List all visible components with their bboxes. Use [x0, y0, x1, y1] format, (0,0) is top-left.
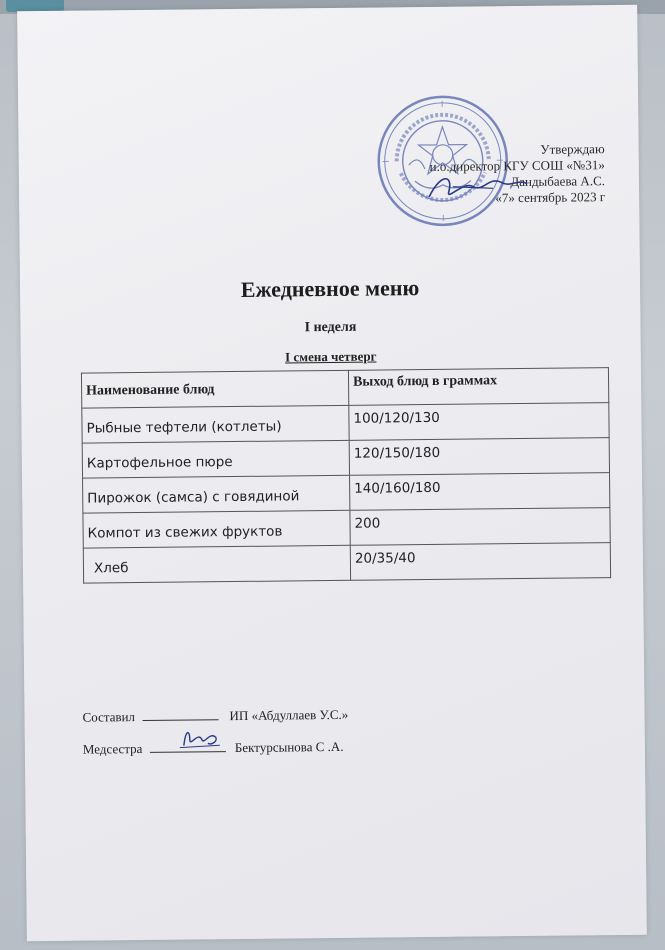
page-title: Ежедневное меню — [240, 275, 420, 302]
director-signature-icon — [423, 166, 533, 207]
table-row — [83, 543, 610, 584]
table-row — [83, 473, 610, 514]
table-row — [83, 508, 610, 549]
dish-cell: Компот из свежих фруктов — [83, 510, 350, 548]
output-cell: 200 — [350, 508, 610, 546]
dish-cell: Рыбные тефтели (котлеты) — [82, 405, 349, 443]
nurse-label: Медсестра — [82, 741, 143, 757]
dish-cell: Хлеб — [83, 545, 350, 583]
output-cell: 100/120/130 — [349, 403, 609, 441]
table-row — [82, 403, 609, 444]
composed-label: Составил — [82, 709, 136, 725]
table-header-row — [81, 368, 608, 409]
composed-by-line — [82, 706, 348, 726]
nurse-signature-icon — [153, 725, 223, 752]
week-label: I неделя — [304, 319, 357, 336]
shift-label: I смена четверг — [285, 348, 377, 365]
nurse-name: Бектурсынова С .А. — [234, 738, 344, 756]
dish-cell: Картофельное пюре — [82, 440, 349, 478]
table-row — [82, 438, 609, 479]
column-header-output: Выход блюд в граммах — [348, 368, 608, 406]
nurse-line — [83, 738, 344, 758]
composed-name: ИП «Абдуллаев У.С.» — [229, 706, 349, 724]
approval-date: «7» сентябрь 2023 г — [495, 189, 606, 206]
dish-cell: Пирожок (самса) с говядиной — [83, 475, 350, 513]
document-page — [17, 5, 647, 941]
column-header-dish: Наименование блюд — [81, 370, 348, 408]
menu-table — [81, 367, 611, 584]
composed-signature-line — [142, 707, 218, 721]
output-cell: 20/35/40 — [350, 543, 610, 581]
output-cell: 140/160/180 — [350, 473, 610, 511]
approval-position: и.о.директор КГУ СОШ «№31» — [429, 157, 605, 174]
nurse-signature-line — [150, 739, 226, 753]
approval-heading: Утверждаю — [540, 141, 605, 157]
approval-name: Дандыбаева А.С. — [510, 173, 606, 190]
output-cell: 120/150/180 — [349, 438, 609, 476]
